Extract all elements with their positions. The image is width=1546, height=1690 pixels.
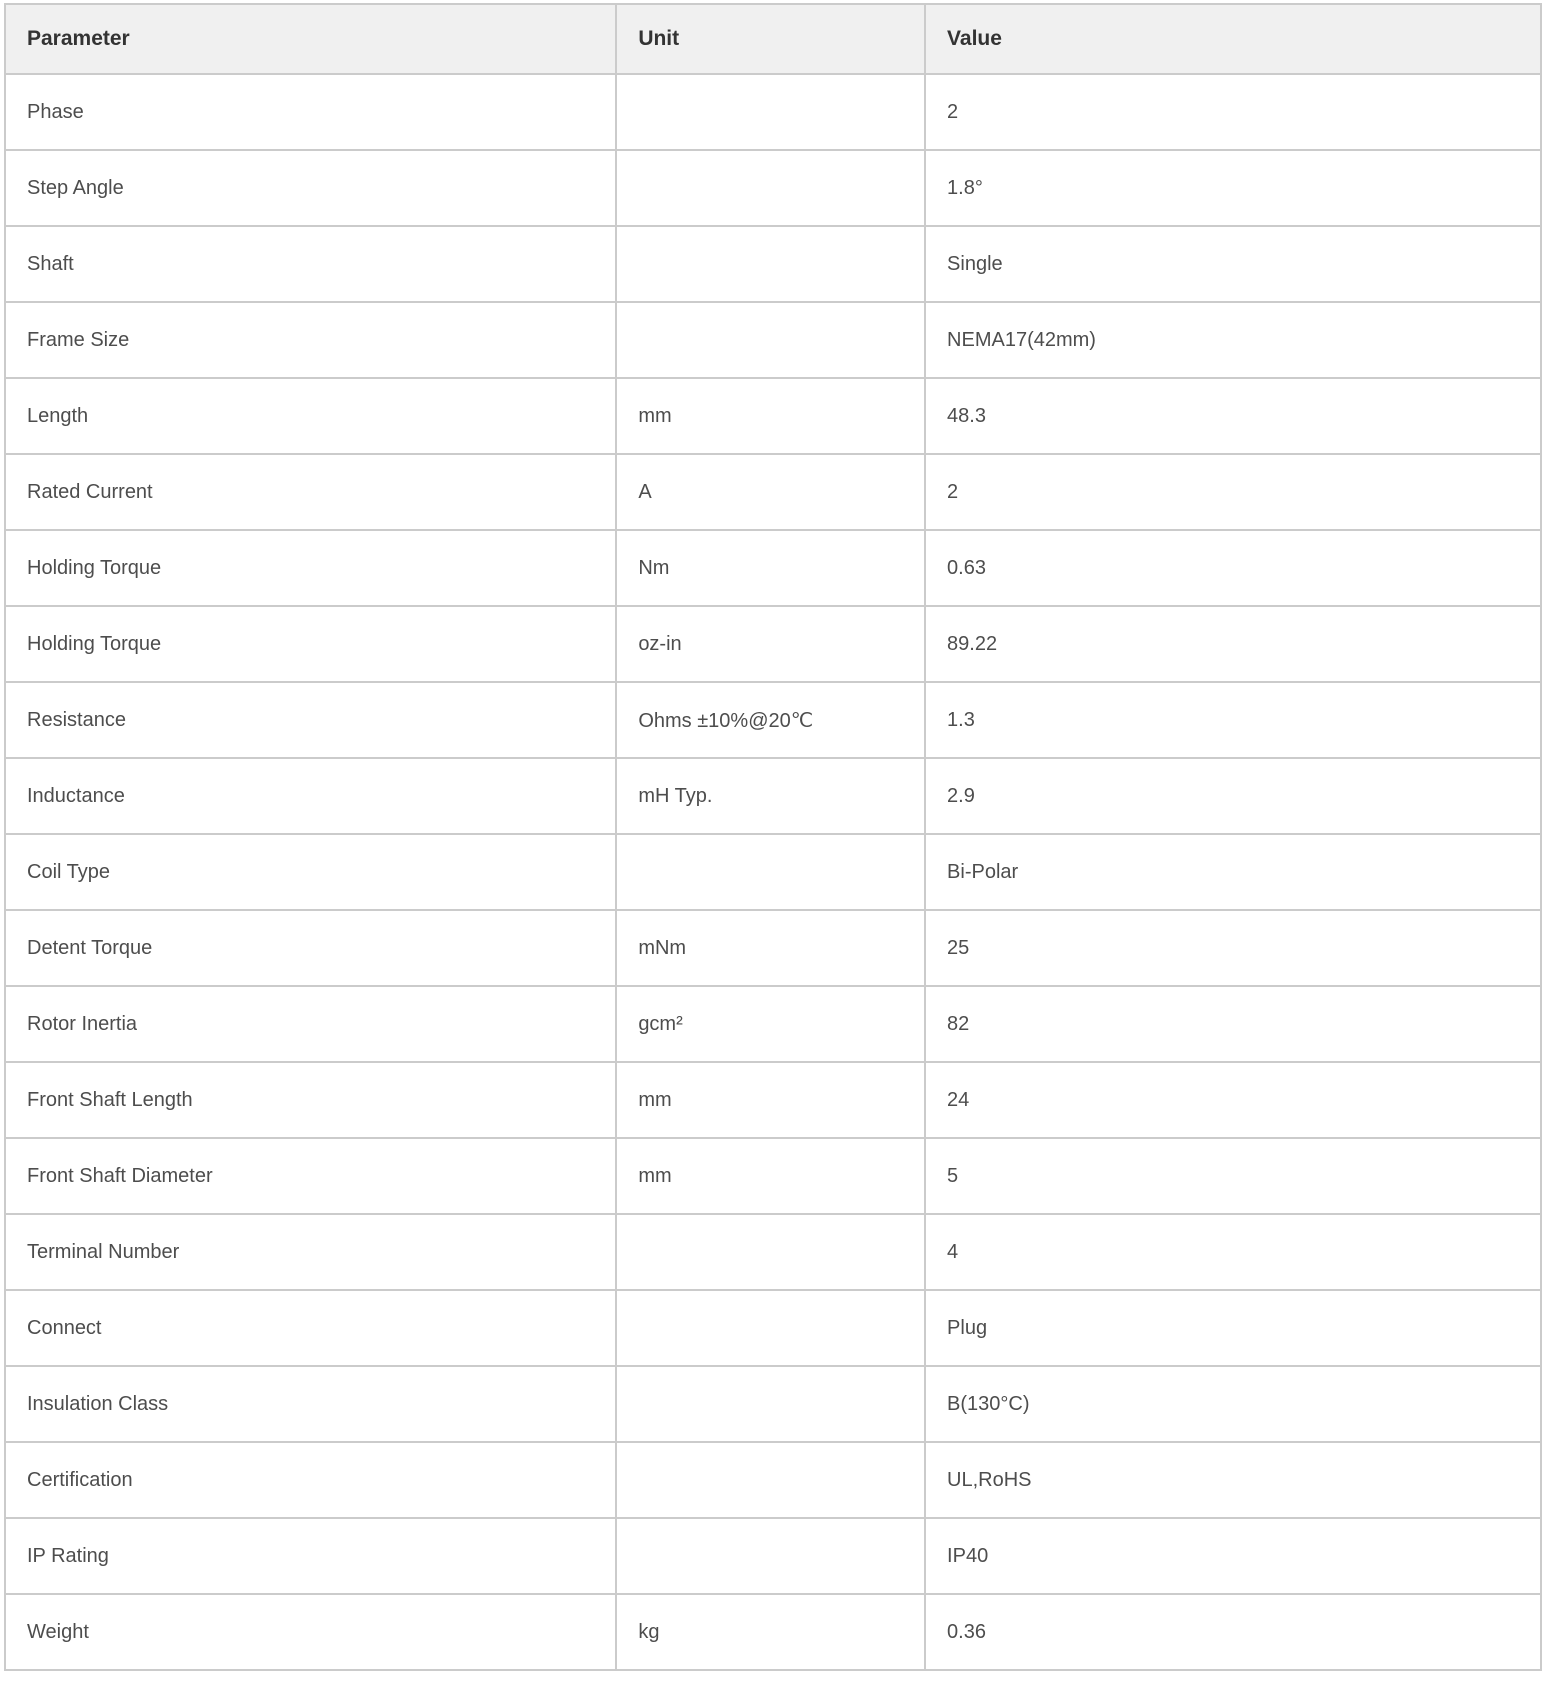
unit-cell xyxy=(616,1442,925,1518)
unit-cell xyxy=(616,1366,925,1442)
value-cell: 5 xyxy=(925,1138,1541,1214)
unit-cell: Ohms ±10%@20℃ xyxy=(616,682,925,758)
unit-cell: kg xyxy=(616,1594,925,1670)
value-cell: B(130°C) xyxy=(925,1366,1541,1442)
parameter-cell: Shaft xyxy=(5,226,616,302)
value-cell: 1.8° xyxy=(925,150,1541,226)
unit-cell: mH Typ. xyxy=(616,758,925,834)
unit-cell: mm xyxy=(616,1138,925,1214)
value-cell: 82 xyxy=(925,986,1541,1062)
parameter-cell: Resistance xyxy=(5,682,616,758)
value-cell: 0.63 xyxy=(925,530,1541,606)
table-row xyxy=(5,74,1541,150)
table-row xyxy=(5,1138,1541,1214)
unit-cell xyxy=(616,226,925,302)
parameter-cell: Connect xyxy=(5,1290,616,1366)
parameter-cell: Weight xyxy=(5,1594,616,1670)
value-cell: 4 xyxy=(925,1214,1541,1290)
unit-cell: mm xyxy=(616,1062,925,1138)
table-row xyxy=(5,226,1541,302)
value-cell: 48.3 xyxy=(925,378,1541,454)
value-cell: 89.22 xyxy=(925,606,1541,682)
table-row xyxy=(5,1518,1541,1594)
parameter-cell: Holding Torque xyxy=(5,530,616,606)
parameter-cell: Insulation Class xyxy=(5,1366,616,1442)
value-cell: 1.3 xyxy=(925,682,1541,758)
unit-cell xyxy=(616,1290,925,1366)
value-cell: Plug xyxy=(925,1290,1541,1366)
table-row xyxy=(5,682,1541,758)
value-cell: Bi-Polar xyxy=(925,834,1541,910)
parameter-cell: Rotor Inertia xyxy=(5,986,616,1062)
table-row xyxy=(5,986,1541,1062)
table-body xyxy=(5,74,1541,1670)
value-cell: UL,RoHS xyxy=(925,1442,1541,1518)
column-header-value: Value xyxy=(925,4,1541,74)
table-row xyxy=(5,1214,1541,1290)
unit-cell: Nm xyxy=(616,530,925,606)
parameter-cell: Rated Current xyxy=(5,454,616,530)
value-cell: 24 xyxy=(925,1062,1541,1138)
table-row xyxy=(5,1366,1541,1442)
table-row xyxy=(5,1442,1541,1518)
parameter-cell: Step Angle xyxy=(5,150,616,226)
value-cell: 2 xyxy=(925,74,1541,150)
parameter-cell: Front Shaft Diameter xyxy=(5,1138,616,1214)
value-cell: 0.36 xyxy=(925,1594,1541,1670)
table-row xyxy=(5,454,1541,530)
header-row xyxy=(5,4,1541,74)
parameter-cell: IP Rating xyxy=(5,1518,616,1594)
table-row xyxy=(5,606,1541,682)
table-row xyxy=(5,758,1541,834)
unit-cell xyxy=(616,834,925,910)
unit-cell xyxy=(616,1518,925,1594)
specifications-table xyxy=(4,3,1542,1671)
value-cell: IP40 xyxy=(925,1518,1541,1594)
parameter-cell: Holding Torque xyxy=(5,606,616,682)
value-cell: 25 xyxy=(925,910,1541,986)
unit-cell: A xyxy=(616,454,925,530)
table-row xyxy=(5,150,1541,226)
parameter-cell: Length xyxy=(5,378,616,454)
unit-cell: mNm xyxy=(616,910,925,986)
table-row xyxy=(5,834,1541,910)
parameter-cell: Front Shaft Length xyxy=(5,1062,616,1138)
table-row xyxy=(5,910,1541,986)
table-row xyxy=(5,378,1541,454)
parameter-cell: Coil Type xyxy=(5,834,616,910)
parameter-cell: Detent Torque xyxy=(5,910,616,986)
unit-cell xyxy=(616,150,925,226)
table-row xyxy=(5,302,1541,378)
unit-cell xyxy=(616,74,925,150)
parameter-cell: Phase xyxy=(5,74,616,150)
parameter-cell: Frame Size xyxy=(5,302,616,378)
table-row xyxy=(5,1062,1541,1138)
unit-cell: oz-in xyxy=(616,606,925,682)
value-cell: Single xyxy=(925,226,1541,302)
value-cell: NEMA17(42mm) xyxy=(925,302,1541,378)
value-cell: 2.9 xyxy=(925,758,1541,834)
unit-cell xyxy=(616,1214,925,1290)
parameter-cell: Terminal Number xyxy=(5,1214,616,1290)
table-row xyxy=(5,530,1541,606)
column-header-parameter: Parameter xyxy=(5,4,616,74)
table-row xyxy=(5,1290,1541,1366)
unit-cell: mm xyxy=(616,378,925,454)
parameter-cell: Certification xyxy=(5,1442,616,1518)
unit-cell: gcm² xyxy=(616,986,925,1062)
table-row xyxy=(5,1594,1541,1670)
column-header-unit: Unit xyxy=(616,4,925,74)
value-cell: 2 xyxy=(925,454,1541,530)
unit-cell xyxy=(616,302,925,378)
parameter-cell: Inductance xyxy=(5,758,616,834)
